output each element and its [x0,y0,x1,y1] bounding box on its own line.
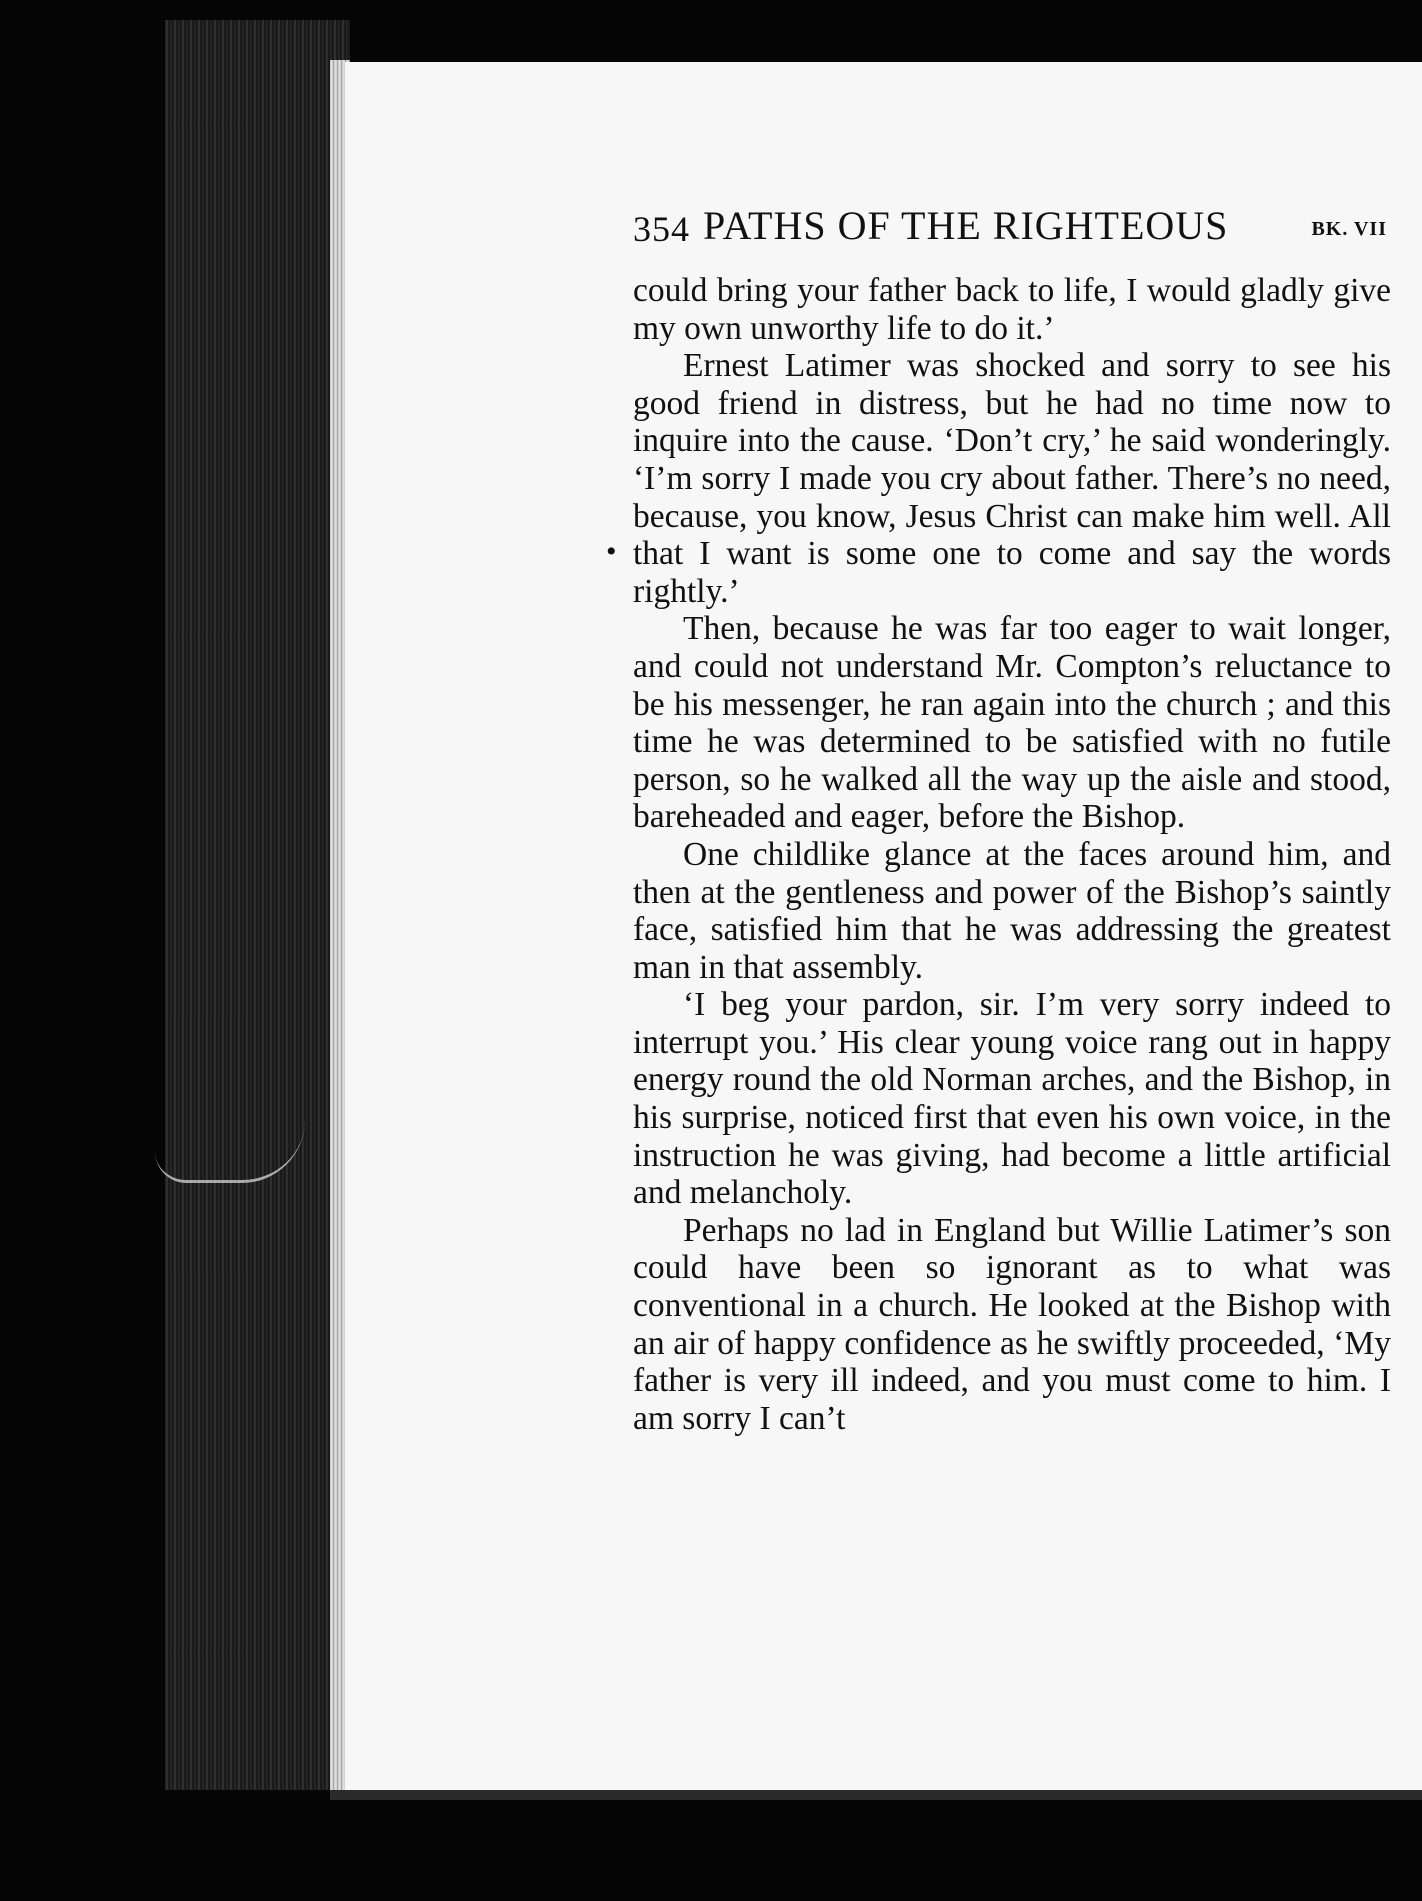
paragraph: Ernest Latimer was shocked and sorry to see his good friend in distress, but he had no time now to inquire into the cause. ‘Don’t cry,’ he said wonderingly. ‘I’m sorry I made you cry about father. There’s no need, because, you know, Jesus Christ can make him well. All that I want is some one to come and say the words rightly.’ [633,347,1391,610]
paragraph: could bring your father back to life, I would gladly give my own unworthy life to do it.’ [633,272,1391,347]
edge-smudge [155,1120,305,1183]
margin-dot-mark: • [606,535,617,568]
paragraph: Then, because he was far too eager to wait longer, and could not understand Mr. Compton’s reluctance to be his messenger, he ran again into the church ; and this time he was determined to be satisfied with no futile person, so he walked all the way up the aisle and stood, bareheaded and eager, before the Bishop. [633,610,1391,836]
paragraph: One childlike glance at the faces around him, and then at the gentleness and power of the Bishop’s saintly face, satisfied him that he was addressing the greatest man in that assembly. [633,835,1391,986]
paragraph: Perhaps no lad in England but Willie Latimer’s son could have been so ignorant as to what was conventional in a church. He looked at the Bishop with an air of happy confidence as he swiftly proceeded, ‘My father is very ill indeed, and you must come to him. I am sorry I can’t [633,1211,1391,1437]
body-text [633,272,1391,1437]
page-number: 354 [633,209,690,249]
book-title: PATHS OF THE RIGHTEOUS [703,203,1229,248]
paragraph: ‘I beg your pardon, sir. I’m very sorry indeed to interrupt you.’ His clear young voice rang out in happy energy round the old Norman arches, and the Bishop, in his surprise, noticed first that even his own voice, in the instruction he was giving, had become a little artificial and melancholy. [633,986,1391,1212]
running-header [633,200,1393,260]
page-bottom-edge [330,1790,1422,1800]
book-page-edges [165,20,350,1790]
book-part-label: BK. VII [1311,218,1387,240]
